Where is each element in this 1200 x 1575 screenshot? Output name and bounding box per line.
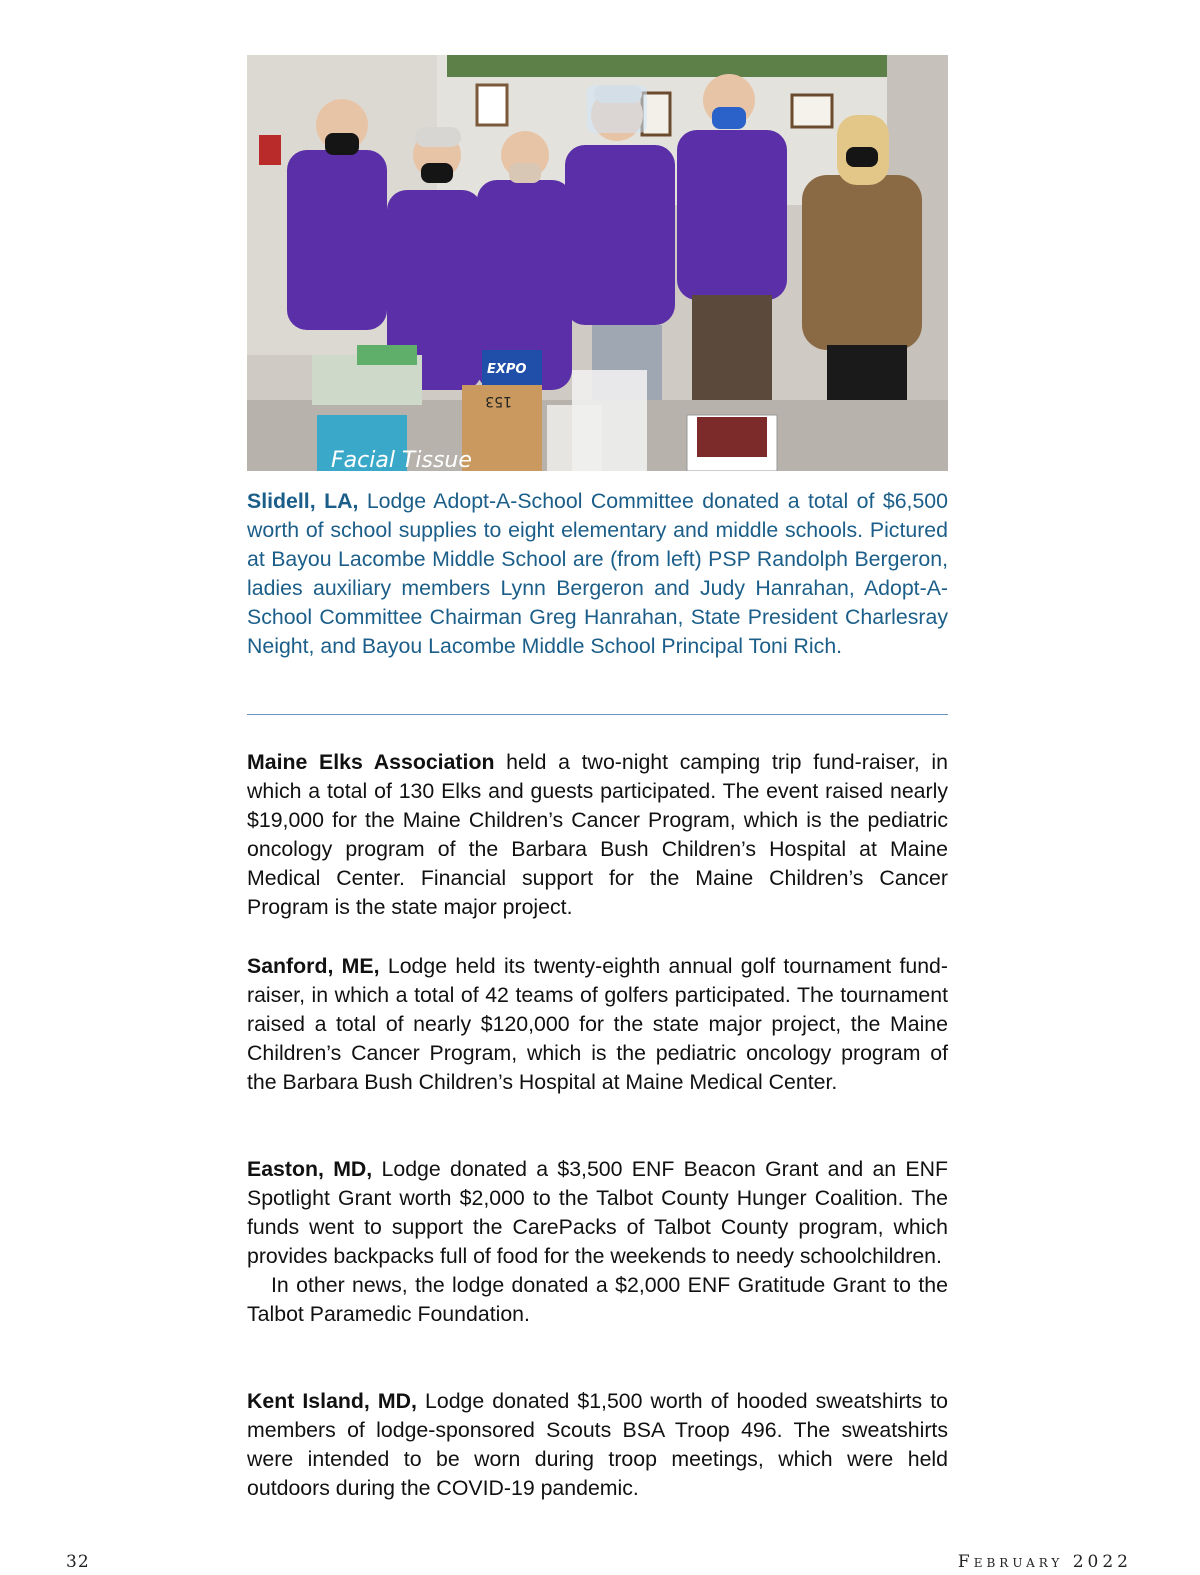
story-lead: Easton, MD, bbox=[247, 1157, 373, 1181]
story-followup: In other news, the lodge donated a $2,000 ENF Gratitude Grant to the Talbot Paramedic Foundation. bbox=[247, 1273, 948, 1327]
photo-caption bbox=[247, 487, 948, 662]
issue-date: February 2022 bbox=[957, 1552, 1132, 1572]
caption-text: Lodge Adopt-A-School Committee donated a total of $6,500 worth of school supplies to eight elementary and middle schools. Pictured at Bayou Lacombe Middle School are (from left) PSP Randolph Bergeron, ladies auxiliary members Lynn Bergeron and Judy Hanrahan, Adopt-A-School Committee Chairman Greg Hanrahan, State President Charlesray Neight, and Bayou Lacombe Middle School Principal Toni Rich. bbox=[247, 489, 948, 659]
page-number: 32 bbox=[66, 1552, 90, 1572]
story-text: Lodge donated $1,500 worth of hooded sweatshirts to members of lodge-sponsored Scouts BSA Troop 496. The sweatshirts were intended to be worn during troop meetings, which were held outdoors during the COVID-19 pandemic. bbox=[247, 1389, 948, 1501]
section-divider bbox=[247, 714, 948, 715]
story-lead: Sanford, ME, bbox=[247, 954, 380, 978]
story-lead: Maine Elks Association bbox=[247, 750, 495, 774]
story-sanford bbox=[247, 952, 948, 1097]
caption-lead: Slidell, LA, bbox=[247, 489, 359, 513]
story-text: Lodge held its twenty-eighth annual golf tournament fund-raiser, in which a total of 42 teams of golfers participated. The tournament raised a total of nearly $120,000 for the state major project, the Maine Children’s Cancer Program, which is the pediatric oncology program of the Barbara Bush Children’s Hospital at Maine Medical Center. bbox=[247, 954, 948, 1095]
group-photo-illustration bbox=[247, 55, 948, 471]
story-kent-island bbox=[247, 1387, 948, 1503]
group-photo bbox=[247, 55, 948, 471]
story-maine-elks bbox=[247, 748, 948, 923]
tissue-box-label: Facial Tissue bbox=[331, 448, 472, 471]
story-easton bbox=[247, 1155, 948, 1330]
story-lead: Kent Island, MD, bbox=[247, 1389, 417, 1413]
marker-box-label: EXPO bbox=[487, 362, 527, 377]
story-text: Lodge donated a $3,500 ENF Beacon Grant and an ENF Spotlight Grant worth $2,000 to the Talbot County Hunger Coalition. The funds went to support the CarePacks of Talbot County program, which provides backpacks full of food for the weekends to needy schoolchildren. bbox=[247, 1157, 949, 1269]
box-number-label: 153 bbox=[485, 393, 512, 409]
story-text: held a two-night camping trip fund-raiser, in which a total of 130 Elks and guests participated. The event raised nearly $19,000 for the Maine Children’s Cancer Program, which is the pediatric oncology program of the Barbara Bush Children’s Hospital at Maine Medical Center. Financial support for the Maine Children’s Cancer Program is the state major project. bbox=[247, 750, 949, 920]
